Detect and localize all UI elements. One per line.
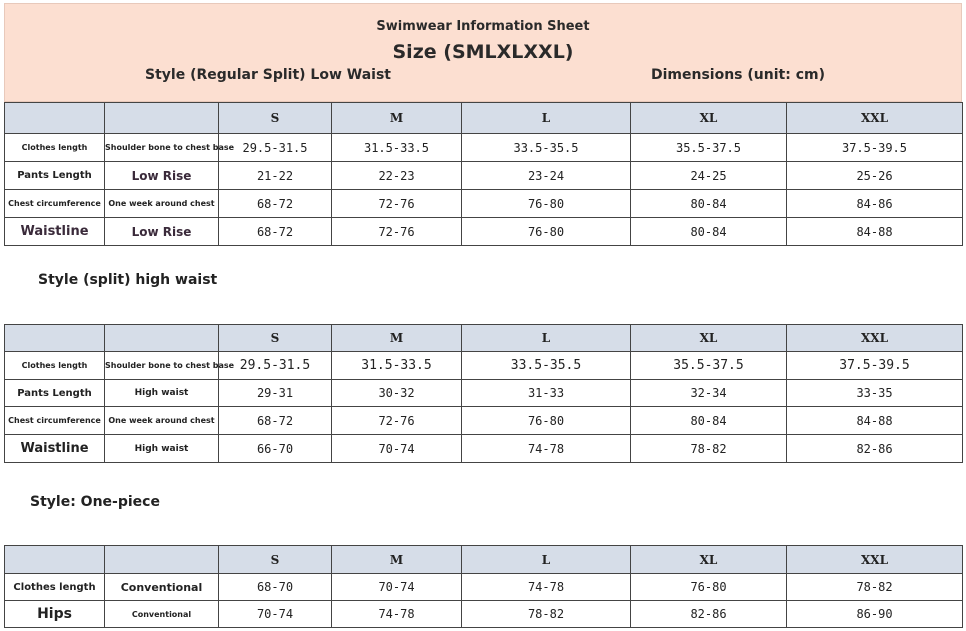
size-value: 35.5-37.5 [631,134,787,162]
row-description: Conventional [105,601,219,628]
size-value: 68-72 [219,190,332,218]
size-value: 22-23 [332,162,462,190]
row-label: Chest circumference [5,407,105,435]
size-value: 72-76 [332,407,462,435]
size-header-xxl: XXL [787,546,963,574]
row-label: Hips [5,601,105,628]
size-value: 23-24 [462,162,631,190]
size-value: 35.5-37.5 [631,352,787,380]
size-value: 68-70 [219,574,332,601]
size-header-xl: XL [631,546,787,574]
table-row [5,574,963,601]
size-value: 37.5-39.5 [787,352,963,380]
size-value: 86-90 [787,601,963,628]
size-value: 29.5-31.5 [219,352,332,380]
size-value: 33.5-35.5 [462,134,631,162]
row-description: One week around chest [105,190,219,218]
size-value: 74-78 [462,435,631,463]
row-description: Low Rise [105,218,219,246]
size-table-high-waist [4,324,963,463]
size-value: 68-72 [219,407,332,435]
size-value: 30-32 [332,380,462,407]
size-header-l: L [462,325,631,352]
row-label: Pants Length [5,380,105,407]
size-header-row [5,546,963,574]
size-header-row [5,103,963,134]
row-description: High waist [105,380,219,407]
table-row [5,601,963,628]
size-header-m: M [332,325,462,352]
size-value: 82-86 [631,601,787,628]
size-value: 31.5-33.5 [332,352,462,380]
size-value: 70-74 [219,601,332,628]
size-value: 84-88 [787,407,963,435]
dimensions-unit-label: Dimensions (unit: cm) [651,67,825,83]
row-description: Low Rise [105,162,219,190]
size-value: 80-84 [631,218,787,246]
size-value: 21-22 [219,162,332,190]
row-label: Clothes length [5,134,105,162]
empty-header-cell [105,546,219,574]
table-row [5,218,963,246]
empty-header-cell [5,546,105,574]
size-header-l: L [462,546,631,574]
size-value: 31.5-33.5 [332,134,462,162]
size-value: 72-76 [332,190,462,218]
size-value: 74-78 [462,574,631,601]
size-value: 78-82 [631,435,787,463]
size-value: 76-80 [462,190,631,218]
size-header-xl: XL [631,325,787,352]
row-label: Clothes length [5,574,105,601]
size-header-xl: XL [631,103,787,134]
empty-header-cell [5,325,105,352]
size-value: 72-76 [332,218,462,246]
row-label: Clothes length [5,352,105,380]
size-value: 31-33 [462,380,631,407]
size-value: 70-74 [332,574,462,601]
size-header-xxl: XXL [787,103,963,134]
row-label: Waistline [5,435,105,463]
table-row [5,435,963,463]
table-row [5,352,963,380]
table-row [5,407,963,435]
sheet-title: Swimwear Information Sheet [376,19,590,34]
size-value: 74-78 [332,601,462,628]
size-value: 84-88 [787,218,963,246]
size-header-row [5,325,963,352]
size-range-title: Size (SMLXLXXL) [392,41,574,63]
section-title-high-waist: Style (split) high waist [38,272,218,288]
size-value: 66-70 [219,435,332,463]
size-header-m: M [332,546,462,574]
table-row [5,190,963,218]
size-value: 33-35 [787,380,963,407]
size-value: 32-34 [631,380,787,407]
size-value: 68-72 [219,218,332,246]
table-row [5,162,963,190]
size-table-low-waist [4,102,963,246]
size-value: 33.5-35.5 [462,352,631,380]
size-value: 78-82 [462,601,631,628]
table-row [5,380,963,407]
size-value: 80-84 [631,407,787,435]
empty-header-cell [105,325,219,352]
size-table-one-piece [4,545,963,628]
empty-header-cell [5,103,105,134]
style-low-waist-title: Style (Regular Split) Low Waist [145,67,391,83]
row-description: One week around chest [105,407,219,435]
size-header-s: S [219,103,332,134]
size-value: 24-25 [631,162,787,190]
size-value: 80-84 [631,190,787,218]
table-row [5,134,963,162]
size-value: 76-80 [462,407,631,435]
size-value: 76-80 [462,218,631,246]
row-description: High waist [105,435,219,463]
size-value: 78-82 [787,574,963,601]
section-title-one-piece: Style: One-piece [30,494,160,510]
size-value: 25-26 [787,162,963,190]
size-value: 37.5-39.5 [787,134,963,162]
row-description: Conventional [105,574,219,601]
size-value: 70-74 [332,435,462,463]
size-value: 82-86 [787,435,963,463]
size-header-s: S [219,325,332,352]
size-value: 76-80 [631,574,787,601]
size-value: 84-86 [787,190,963,218]
size-value: 29.5-31.5 [219,134,332,162]
size-header-l: L [462,103,631,134]
row-label: Pants Length [5,162,105,190]
row-label: Chest circumference [5,190,105,218]
size-value: 29-31 [219,380,332,407]
row-description: Shoulder bone to chest base [105,134,219,162]
empty-header-cell [105,103,219,134]
size-header-xxl: XXL [787,325,963,352]
size-header-s: S [219,546,332,574]
row-label: Waistline [5,218,105,246]
row-description: Shoulder bone to chest base [105,352,219,380]
size-header-m: M [332,103,462,134]
header-banner [4,3,962,102]
